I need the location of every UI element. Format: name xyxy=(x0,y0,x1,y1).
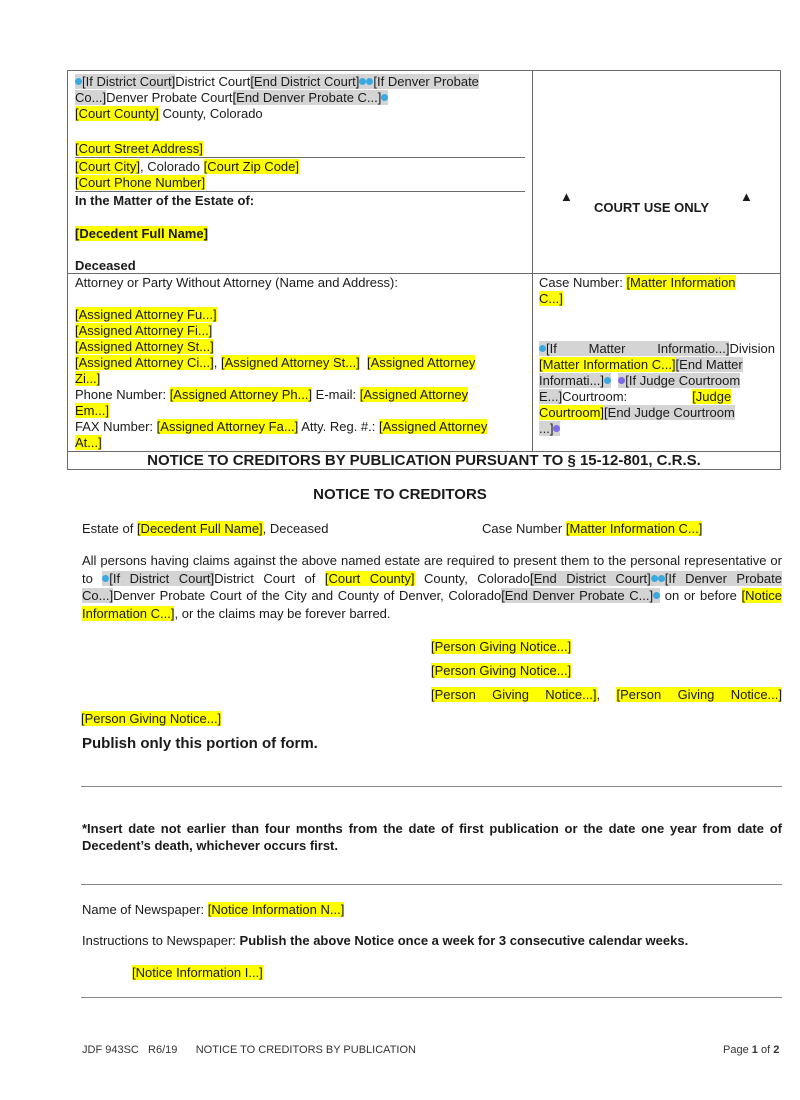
case-number-field[interactable]: [Matter Information C...] xyxy=(565,521,703,536)
newspaper-instructions-line xyxy=(82,933,688,948)
field-tag: [End Matter xyxy=(675,357,743,372)
person-giving-notice-field[interactable]: [Person Giving Notice...] xyxy=(431,663,572,678)
notice-text: District Court of xyxy=(214,570,316,586)
attorney-name-field[interactable]: [Assigned Attorney Fu...] xyxy=(75,307,217,322)
reg-label: Atty. Reg. #.: xyxy=(301,419,376,434)
newspaper-name-line xyxy=(82,902,344,917)
estate-of-label: Estate of xyxy=(82,521,134,536)
field-tag: [If District Court] xyxy=(82,74,176,89)
court-phone-field[interactable]: [Court Phone Number] xyxy=(75,175,206,190)
publish-only-label: Publish only this portion of form. xyxy=(82,735,318,752)
footer-form-id xyxy=(82,1044,416,1056)
attorney-reg-field[interactable]: [Assigned Attorney xyxy=(379,419,488,434)
courtroom-label: Courtroom: xyxy=(562,389,628,404)
attorney-reg-field[interactable]: At...] xyxy=(75,435,102,450)
field-tag: [If Matter Informatio...] xyxy=(546,341,730,356)
court-address-block xyxy=(75,141,525,209)
page-label: Page xyxy=(723,1044,749,1056)
courtroom-field[interactable]: Courtroom] xyxy=(539,405,605,420)
newspaper-name-label: Name of Newspaper: xyxy=(82,902,205,917)
case-number-line xyxy=(482,521,702,536)
footer-page-number xyxy=(723,1044,779,1056)
attorney-zip-field[interactable]: [Assigned Attorney xyxy=(366,355,476,370)
division-label: Division xyxy=(729,341,775,356)
form-name: NOTICE TO CREDITORS BY PUBLICATION xyxy=(195,1044,416,1056)
notice-text: , or the claims may be forever barred. xyxy=(174,605,391,621)
instructions-label: Instructions to Newspaper: xyxy=(82,933,236,948)
court-use-only-label: COURT USE ONLY xyxy=(594,200,710,215)
field-tag: [End District Court] xyxy=(530,570,651,586)
field-tag: [End District Court] xyxy=(250,74,360,89)
court-name: District Court xyxy=(175,74,251,89)
notice-text: All persons having claims against the above named estate are required to present them to the personal representative or to xyxy=(82,553,782,586)
divider xyxy=(81,786,782,787)
division-field[interactable]: [Matter Information C...] xyxy=(539,357,676,372)
field-marker-icon xyxy=(604,377,611,384)
person-giving-notice-field[interactable]: [Person Giving Notice...] xyxy=(616,687,783,702)
signer-line xyxy=(81,711,221,727)
divider xyxy=(81,997,782,998)
instructions-text: Publish the above Notice once a week for 3 consecutive calendar weeks. xyxy=(239,933,689,948)
form-title: NOTICE TO CREDITORS BY PUBLICATION PURSUANT TO § 15-12-801, C.R.S. xyxy=(147,452,701,469)
newspaper-instructions-field[interactable]: [Notice Information I...] xyxy=(132,965,263,980)
field-tag: [End Denver Probate C...] xyxy=(232,90,382,105)
decedent-name-field[interactable]: [Decedent Full Name] xyxy=(75,226,208,241)
state-text: , Colorado xyxy=(140,159,200,174)
attorney-firm-field[interactable]: [Assigned Attorney Fi...] xyxy=(75,323,213,338)
case-number-field[interactable]: [Matter Information xyxy=(626,275,736,290)
attorney-street-field[interactable]: [Assigned Attorney St...] xyxy=(75,339,214,354)
notice-text: on or before xyxy=(664,588,737,603)
insert-date-note: *Insert date not earlier than four months from the date of first publication or the date one year from date of Decedent’s death, whichever occurs first. xyxy=(82,821,782,853)
person-giving-notice-field[interactable]: [Person Giving Notice...] xyxy=(431,687,597,702)
county-text: County, Colorado xyxy=(162,106,263,121)
divider xyxy=(81,884,782,885)
attorney-block xyxy=(75,275,525,451)
division-courtroom-block xyxy=(539,341,789,437)
page-number: 1 xyxy=(751,1044,758,1056)
newspaper-name-field[interactable]: [Notice Information N...] xyxy=(207,902,345,917)
caption-divider xyxy=(532,273,781,274)
attorney-state-field[interactable]: [Assigned Attorney St...] xyxy=(220,355,360,370)
court-zip-field[interactable]: [Court Zip Code] xyxy=(203,159,299,174)
matter-label: In the Matter of the Estate of: xyxy=(75,193,255,208)
case-number-field[interactable]: C...] xyxy=(539,291,563,306)
form-id: JDF 943SC R6/19 xyxy=(82,1044,178,1056)
phone-label: Phone Number: xyxy=(75,387,167,402)
signer-line: [Person Giving Notice...], [Person Giving Notice...] xyxy=(431,687,783,702)
field-tag: [End Denver Probate C...] xyxy=(501,588,654,603)
person-giving-notice-field[interactable]: [Person Giving Notice...] xyxy=(81,711,222,726)
notice-paragraph xyxy=(82,552,782,622)
field-tag: [If Denver Probate Co...] xyxy=(82,570,782,603)
field-marker-icon xyxy=(658,575,665,582)
field-marker-icon xyxy=(653,592,660,599)
decedent-name-field[interactable]: [Decedent Full Name] xyxy=(136,521,263,536)
instructions-field-line xyxy=(132,965,263,980)
court-county-field[interactable]: [Court County] xyxy=(324,570,415,586)
attorney-email-field[interactable]: [Assigned Attorney xyxy=(359,387,469,402)
decedent-line xyxy=(75,226,208,242)
courtroom-field[interactable]: [Judge xyxy=(692,389,732,404)
court-county-line xyxy=(75,106,530,122)
attorney-fax-field[interactable]: [Assigned Attorney Fa...] xyxy=(156,419,299,434)
case-number-block xyxy=(539,275,775,307)
deceased-label: , Deceased xyxy=(262,521,329,536)
court-city-line xyxy=(75,159,525,175)
field-marker-icon xyxy=(539,345,546,352)
court-street-field[interactable]: [Court Street Address] xyxy=(75,141,203,156)
triangle-up-icon: ▲ xyxy=(560,189,573,204)
court-name: Denver Probate Court xyxy=(106,90,233,105)
attorney-label: Attorney or Party Without Attorney (Name and Address): xyxy=(75,275,398,290)
notice-heading: NOTICE TO CREDITORS xyxy=(313,486,487,503)
field-tag: [If Denver Probate xyxy=(373,74,479,89)
field-tag: [End Judge Courtroom xyxy=(604,405,735,420)
court-block xyxy=(75,74,530,122)
fax-label: FAX Number: xyxy=(75,419,154,434)
attorney-city-field[interactable]: [Assigned Attorney Ci...] xyxy=(75,355,214,370)
notice-date-field[interactable]: [Notice Information C...] xyxy=(82,588,782,621)
email-label: E-mail: xyxy=(315,387,357,402)
person-giving-notice-field[interactable]: [Person Giving Notice...] xyxy=(431,639,572,654)
comma-text: , xyxy=(213,355,218,370)
case-caption-box xyxy=(67,70,781,470)
field-marker-icon xyxy=(553,425,560,432)
field-tag: [If Judge Courtroom xyxy=(625,373,741,388)
caption-divider xyxy=(68,273,532,274)
case-number-label: Case Number: xyxy=(539,275,623,290)
signer-line xyxy=(431,639,571,655)
field-tag: Co...] xyxy=(75,90,107,105)
field-tag: ...] xyxy=(539,421,554,436)
court-name-line xyxy=(75,74,530,90)
case-number-label: Case Number xyxy=(482,521,563,536)
page-total: 2 xyxy=(773,1044,780,1056)
triangle-up-icon: ▲ xyxy=(740,189,753,204)
field-marker-icon xyxy=(381,94,388,101)
field-tag: E...] xyxy=(539,389,563,404)
court-phone-line xyxy=(75,175,525,192)
deceased-label: Deceased xyxy=(75,258,136,273)
court-name-line xyxy=(75,90,530,106)
attorney-zip-field[interactable]: Zi...] xyxy=(75,371,101,386)
court-street-line xyxy=(75,141,525,158)
signer-line xyxy=(431,663,571,679)
notice-text: County, Colorado xyxy=(423,570,531,586)
field-tag: [If District Court] xyxy=(109,570,215,586)
field-marker-icon xyxy=(651,575,658,582)
court-county-field[interactable]: [Court County] xyxy=(75,106,159,121)
attorney-email-field[interactable]: Em...] xyxy=(75,403,109,418)
estate-line xyxy=(82,521,328,536)
court-city-field[interactable]: [Court City] xyxy=(75,159,141,174)
notice-text: Denver Probate Court of the City and County of Denver, Colorado xyxy=(113,588,502,603)
attorney-phone-field[interactable]: [Assigned Attorney Ph...] xyxy=(169,387,313,402)
field-marker-icon xyxy=(359,78,366,85)
field-marker-icon xyxy=(75,78,82,85)
field-tag: Informati...] xyxy=(539,373,605,388)
page-of: of xyxy=(760,1044,771,1056)
caption-divider xyxy=(532,71,533,451)
